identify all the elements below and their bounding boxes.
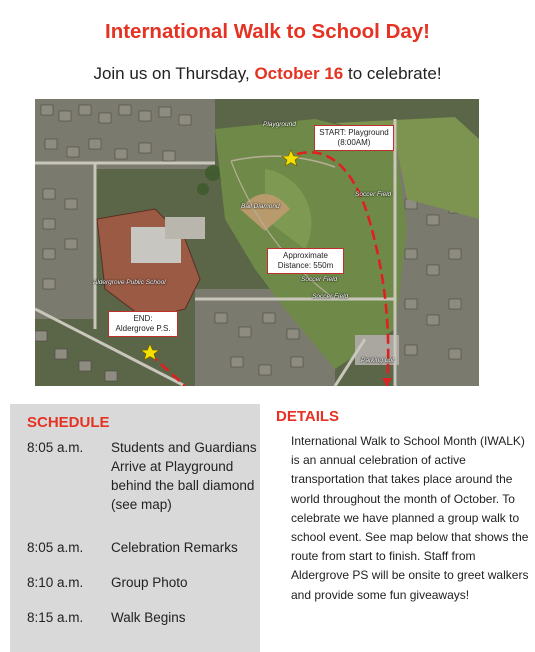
schedule-time: 8:05 a.m. [27, 440, 84, 455]
subtitle-after: to celebrate! [347, 64, 442, 83]
end-callout-line: Aldergrove P.S. [115, 324, 171, 333]
schedule-time: 8:05 a.m. [27, 540, 84, 555]
distance-callout [267, 248, 344, 274]
map-label-ball-diamond: Ball Diamond [241, 203, 280, 210]
schedule-title: SCHEDULE [27, 414, 110, 431]
subtitle-before: Join us on Thursday, [93, 64, 250, 83]
schedule-panel [10, 404, 260, 652]
map-label-soccer-field: Soccer Field [355, 191, 392, 198]
end-callout-line: END: [133, 314, 153, 323]
schedule-desc: Students and Guardians Arrive at Playground behind the ball diamond (see map) [111, 440, 257, 512]
distance-callout-line: Distance: 550m [277, 261, 334, 270]
schedule-time: 8:15 a.m. [27, 610, 84, 625]
start-callout-line: (8:00AM) [337, 138, 371, 147]
schedule-desc: Group Photo [111, 575, 188, 590]
distance-callout-line: Approximate [283, 251, 328, 260]
start-callout [314, 125, 394, 151]
route-map [35, 99, 479, 386]
details-title: DETAILS [276, 408, 340, 425]
event-subtitle [0, 64, 535, 84]
schedule-desc: Walk Begins [111, 610, 186, 625]
page-title: International Walk to School Day! [105, 20, 430, 43]
start-callout-line: START: Playground [319, 128, 389, 137]
event-date: October 16 [254, 64, 344, 83]
details-body: International Walk to School Month (IWALK) is an annual celebration of active transportation that takes place around the world throughout the month of October. To celebrate we have planned a group walk to school event. See map below that shows the route from start to finish. Staff from Aldergrove PS will be onsite to greet walkers and provide some fun giveaways! [291, 434, 529, 602]
aerial-map-graphic [35, 99, 479, 386]
schedule-desc: Celebration Remarks [111, 540, 238, 555]
map-label-parking-lot: Parking Lot [361, 357, 394, 364]
end-callout [108, 311, 178, 337]
map-label-school: Aldergrove Public School [93, 279, 166, 286]
map-label-playground: Playground [263, 121, 296, 128]
schedule-time: 8:10 a.m. [27, 575, 84, 590]
map-label-soccer-field: Soccer Field [312, 293, 349, 300]
map-label-soccer-field: Soccer Field [301, 276, 338, 283]
